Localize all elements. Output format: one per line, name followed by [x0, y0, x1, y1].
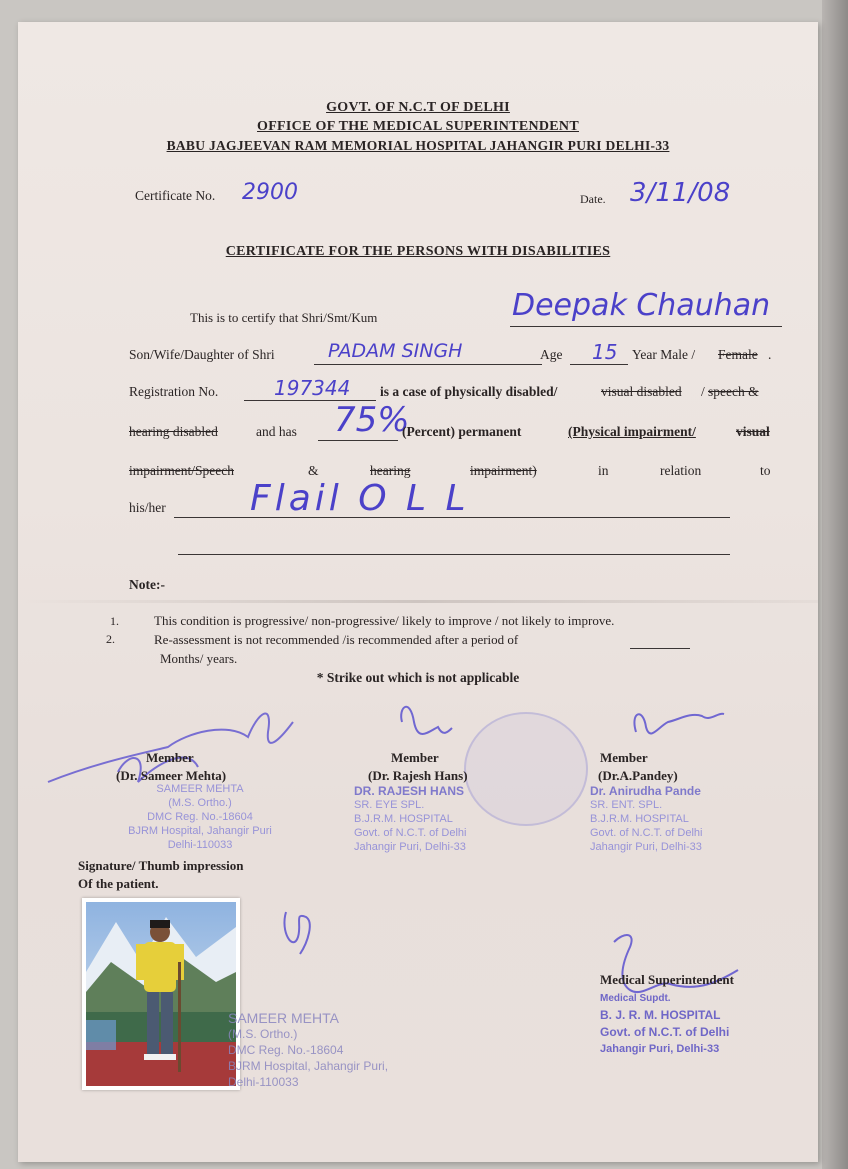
member-1-stamp-line: DMC Reg. No.-18604	[147, 811, 253, 823]
header-office: OFFICE OF THE MEDICAL SUPERINTENDENT	[257, 119, 579, 134]
percent-blank	[318, 440, 398, 441]
hearing-disabled-struck: hearing disabled	[129, 424, 218, 439]
note-2-continued: Months/ years.	[160, 651, 238, 666]
note-1-number: 1.	[110, 614, 119, 628]
note-1-text: This condition is progressive/ non-progressive/ likely to improve / not likely to improve.	[154, 613, 615, 628]
date-value: 3/11/08	[630, 178, 731, 208]
superintendent-stamp-line: Jahangir Puri, Delhi-33	[600, 1043, 720, 1055]
impairment-speech-struck: impairment/Speech	[129, 463, 234, 478]
lower-doctor-stamp	[228, 1010, 388, 1090]
patient-signature-label: Signature/ Thumb impression	[78, 858, 244, 873]
intro-text: This is to certify that Shri/Smt/Kum	[190, 310, 378, 325]
member-2-stamp-line: SR. EYE SPL.	[354, 799, 425, 811]
member-1-name: (Dr. Sameer Mehta)	[116, 768, 227, 783]
member-1-label: Member	[146, 750, 194, 765]
father-name: PADAM SINGH	[328, 340, 463, 362]
member-1-stamp-line: BJRM Hospital, Jahangir Puri	[128, 825, 272, 837]
ampersand: &	[308, 463, 319, 478]
impairment-close-struck: impairment)	[470, 463, 537, 478]
patient-signature-label-2: Of the patient.	[78, 876, 159, 891]
member-3-stamp-line: B.J.R.M. HOSPITAL	[590, 813, 689, 825]
lower-stamp-line: Delhi-110033	[228, 1075, 299, 1089]
strike-out-note: * Strike out which is not applicable	[316, 670, 520, 685]
line2-period: .	[768, 347, 772, 362]
slash: /	[701, 384, 705, 399]
certificate-title: CERTIFICATE FOR THE PERSONS WITH DISABILITIES	[225, 244, 611, 259]
age-blank	[570, 364, 628, 365]
physically-disabled-text: is a case of physically disabled/	[380, 384, 558, 399]
percent-permanent-label: (Percent) permanent	[402, 424, 522, 439]
period-blank	[630, 648, 690, 649]
female-struck: Female	[718, 347, 758, 362]
and-has-text: and has	[256, 424, 297, 439]
age-value: 15	[592, 340, 618, 364]
header-govt: GOVT. OF N.C.T OF DELHI	[326, 100, 510, 115]
member-3-name: (Dr.A.Pandey)	[598, 768, 678, 783]
year-male-label: Year Male /	[632, 347, 696, 362]
registration-label: Registration No.	[129, 384, 219, 399]
lower-stamp-line: BJRM Hospital, Jahangir Puri,	[228, 1059, 389, 1073]
scan-edge	[822, 0, 848, 1169]
member-1-stamp-line: SAMEER MEHTA	[156, 783, 244, 795]
note-2-text: Re-assessment is not recommended /is recommended after a period of	[154, 632, 519, 647]
member-2-name: (Dr. Rajesh Hans)	[368, 768, 468, 783]
member-3-stamp-line: Govt. of N.C.T. of Delhi	[590, 827, 703, 839]
hearing-struck: hearing	[370, 463, 411, 478]
patient-name: Deepak Chauhan	[512, 288, 771, 323]
lower-stamp-line: SAMEER MEHTA	[228, 1010, 339, 1026]
lower-stamp-line: (M.S. Ortho.)	[228, 1027, 298, 1041]
member-3-stamp-line: SR. ENT. SPL.	[590, 799, 663, 811]
paper-fold	[18, 600, 818, 603]
medical-superintendent-label: Medical Superintendent	[600, 972, 734, 987]
note-2-number: 2.	[106, 632, 115, 646]
name-blank	[510, 326, 782, 327]
father-blank	[314, 364, 542, 365]
member-2-stamp-line: Jahangir Puri, Delhi-33	[354, 841, 466, 853]
superintendent-stamp-line: Govt. of N.C.T. of Delhi	[600, 1025, 730, 1039]
physical-impairment-text: (Physical impairment/	[568, 424, 696, 439]
note-label: Note:-	[129, 577, 165, 592]
to-text: to	[760, 463, 771, 478]
age-label: Age	[540, 347, 563, 362]
member-3-stamp	[590, 784, 702, 854]
percent-value: 75%	[334, 400, 410, 440]
certificate-page	[18, 22, 818, 1162]
visual-disabled-struck: visual disabled	[601, 384, 682, 399]
certificate-number-label: Certificate No.	[135, 188, 216, 203]
certificate-number-value: 2900	[242, 180, 298, 205]
member-2-stamp	[354, 784, 466, 854]
lower-stamp-line: DMC Reg. No.-18604	[228, 1043, 344, 1057]
member-3-stamp-line: Jahangir Puri, Delhi-33	[590, 841, 702, 853]
speech-struck: speech &	[708, 384, 759, 399]
date-label: Date.	[580, 192, 606, 206]
member-3-stamp-line: Dr. Anirudha Pande	[590, 784, 701, 798]
son-of-label: Son/Wife/Daughter of Shri	[129, 347, 275, 362]
visual-struck: visual	[736, 424, 770, 439]
member-2-stamp-line: B.J.R.M. HOSPITAL	[354, 813, 453, 825]
header-hospital: BABU JAGJEEVAN RAM MEMORIAL HOSPITAL JAHANGIR PURI DELHI-33	[166, 138, 670, 153]
member-2-label: Member	[391, 750, 439, 765]
member-1-stamp-line: (M.S. Ortho.)	[168, 797, 232, 809]
member-1-stamp	[110, 782, 290, 852]
condition-text: Flail O L L	[250, 478, 470, 519]
registration-value: 197344	[274, 376, 351, 400]
member-3-label: Member	[600, 750, 648, 765]
relation-text: relation	[660, 463, 702, 478]
member-2-stamp-line: DR. RAJESH HANS	[354, 784, 465, 798]
his-her-label: his/her	[129, 500, 166, 515]
superintendent-stamp	[600, 990, 729, 1058]
patient-photo-image	[86, 902, 236, 1086]
superintendent-stamp-line: B. J. R. M. HOSPITAL	[600, 1008, 721, 1022]
member-2-stamp-line: Govt. of N.C.T. of Delhi	[354, 827, 467, 839]
condition-blank-2	[178, 554, 730, 555]
in-text: in	[598, 463, 609, 478]
patient-photo	[82, 898, 240, 1090]
member-1-stamp-line: Delhi-110033	[167, 839, 233, 851]
superintendent-stamp-line: Medical Supdt.	[600, 993, 671, 1004]
